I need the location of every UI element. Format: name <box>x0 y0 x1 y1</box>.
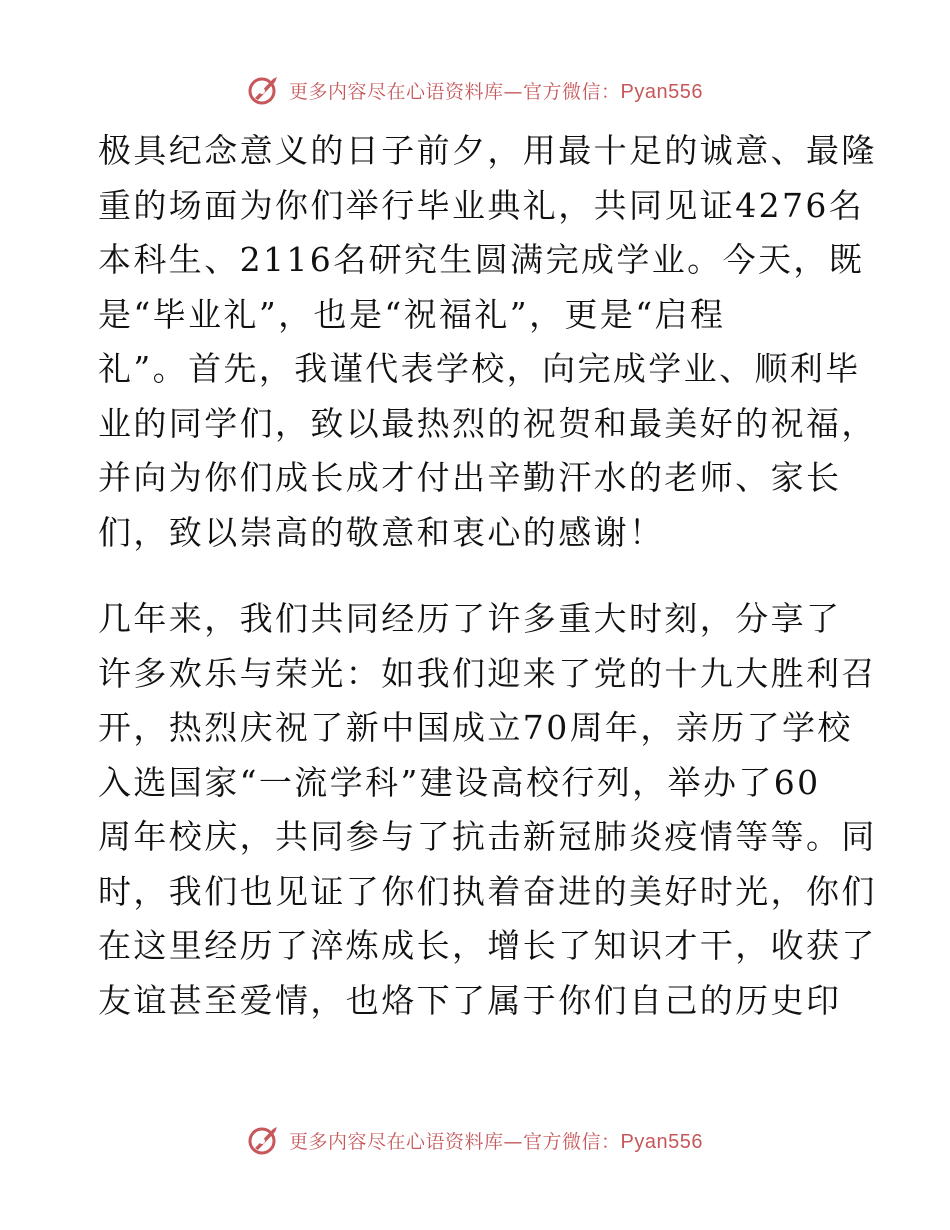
text-line: 业的同学们，致以最热烈的祝贺和最美好的祝福， <box>98 403 877 443</box>
text-line: 们，致以崇高的敬意和衷心的感谢！ <box>98 512 665 552</box>
watermark-wechat-id: Pyan556 <box>620 1130 703 1153</box>
text-line: 许多欢乐与荣光：如我们迎来了党的十九大胜利召 <box>98 653 877 693</box>
watermark-separator: — <box>503 80 524 103</box>
text-line: 并向为你们成长成才付出辛勤汗水的老师、家长 <box>98 458 842 497</box>
text-line: 几年来，我们共同经历了许多重大时刻，分享了 <box>98 599 842 638</box>
text-line: 周年校庆，共同参与了抗击新冠肺炎疫情等等。同 <box>98 817 877 856</box>
quill-pen-seal-icon <box>247 74 281 106</box>
watermark-label: 官方微信： <box>523 80 621 103</box>
footer-watermark <box>0 1122 950 1158</box>
text-line: 是“毕业礼”，也是“祝福礼”，更是“启程 <box>98 294 726 334</box>
quill-pen-seal-icon <box>247 1124 281 1156</box>
document-body <box>98 124 877 1028</box>
watermark-main: 更多内容尽在心语资料库 <box>289 80 504 103</box>
text-line: 极具纪念意义的日子前夕，用最十足的诚意、最隆 <box>98 131 877 170</box>
paragraph-2 <box>98 592 877 1028</box>
watermark-separator: — <box>503 1130 524 1153</box>
header-watermark <box>0 72 950 108</box>
text-line: 入选国家“一流学科”建设高校行列，举办了60 <box>98 762 821 802</box>
watermark-label: 官方微信： <box>523 1130 621 1153</box>
text-line: 重的场面为你们举行毕业典礼，共同见证4276名 <box>98 185 865 225</box>
text-line: 时，我们也见证了你们执着奋进的美好时光，你们 <box>98 871 877 911</box>
text-line: 本科生、2116名研究生圆满完成学业。今天，既 <box>98 240 865 279</box>
text-line: 在这里经历了淬炼成长，增长了知识才干，收获了 <box>98 926 877 965</box>
text-line: 礼”。首先，我谨代表学校，向完成学业、顺利毕 <box>98 349 861 388</box>
watermark-main: 更多内容尽在心语资料库 <box>289 1130 504 1153</box>
watermark-text <box>289 77 703 104</box>
watermark-text <box>289 1127 703 1154</box>
text-line: 开，热烈庆祝了新中国成立70周年，亲历了学校 <box>98 708 853 747</box>
watermark-wechat-id: Pyan556 <box>620 80 703 103</box>
text-line: 友谊甚至爱情，也烙下了属于你们自己的历史印 <box>98 980 842 1020</box>
paragraph-1 <box>98 124 877 560</box>
